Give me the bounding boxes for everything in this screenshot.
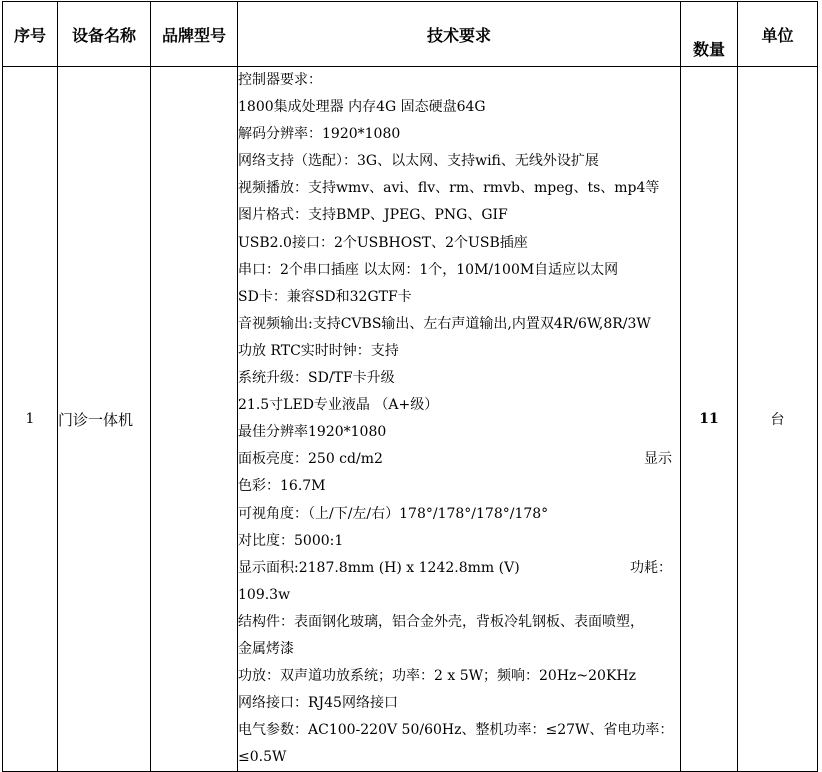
tech-line: 视频播放：支持wmv、avi、flv、rm、rmvb、mpeg、ts、mp4等 (238, 180, 660, 197)
tech-line: 解码分辨率：1920*1080 (238, 126, 401, 143)
tech-line-right: 显示 (644, 451, 672, 468)
tech-line: USB2.0接口：2个USBHOST、2个USB插座 (238, 234, 528, 251)
header-index: 序号 (3, 2, 58, 67)
tech-line-left: 面板亮度：250 cd/m2 (238, 451, 383, 468)
header-quantity: 数量 (681, 2, 738, 67)
tech-line: 系统升级：SD/TF卡升级 (238, 370, 395, 387)
tech-line: 最佳分辨率1920*1080 (238, 424, 387, 441)
header-row (3, 2, 818, 67)
tech-line: 功放：双声道功放系统；功率：2 x 5W；频响：20Hz~20KHz (238, 668, 636, 685)
cell-brand-model (151, 67, 238, 772)
tech-line: ≤0.5W (238, 749, 287, 766)
tech-line: 色彩：16.7M (238, 478, 326, 495)
tech-line: 109.3w (238, 586, 291, 603)
tech-line: 1800集成处理器 内存4G 固态硬盘64G (238, 99, 486, 116)
header-brand-model: 品牌型号 (151, 2, 238, 67)
cell-index: 1 (3, 67, 58, 772)
cell-quantity: 11 (681, 67, 738, 772)
spec-table (2, 1, 818, 772)
tech-line: 串口：2个串口插座 以太网：1个，10M/100M自适应以太网 (238, 261, 619, 278)
tech-line (238, 446, 680, 473)
tech-line: 音视频输出:支持CVBS输出、左右声道输出,内置双4R/6W,8R/3W (238, 315, 651, 332)
tech-line-right: 功耗： (630, 559, 672, 576)
tech-line: 图片格式：支持BMP、JPEG、PNG、GIF (238, 207, 508, 224)
tech-line-left: 显示面积:2187.8mm (H) x 1242.8mm (V) (238, 559, 520, 576)
tech-line: 功放 RTC实时时钟：支持 (238, 342, 399, 359)
tech-line: SD卡：兼容SD和32GTF卡 (238, 288, 412, 305)
tech-line (238, 555, 680, 582)
header-tech-requirements: 技术要求 (238, 2, 681, 67)
tech-line: 网络接口：RJ45网络接口 (238, 695, 398, 712)
header-device-name: 设备名称 (58, 2, 151, 67)
table-row (3, 67, 818, 772)
cell-tech-requirements (238, 67, 681, 772)
header-unit: 单位 (738, 2, 818, 67)
tech-line: 结构件：表面钢化玻璃，铝合金外壳，背板冷轧钢板、表面喷塑， (238, 613, 644, 630)
tech-line: 金属烤漆 (238, 640, 294, 657)
tech-line: 21.5寸LED专业液晶 （A+级） (238, 397, 439, 414)
tech-line: 电气参数：AC100-220V 50/60Hz、整机功率：≤27W、省电功率： (238, 722, 674, 739)
tech-line: 控制器要求： (238, 72, 322, 88)
tech-line: 可视角度：（上/下/左/右）178°/178°/178°/178° (238, 505, 549, 522)
cell-unit: 台 (738, 67, 818, 772)
tech-line: 网络支持（选配）：3G、以太网、支持wifi、无线外设扩展 (238, 153, 599, 170)
tech-line: 对比度：5000:1 (238, 532, 344, 549)
cell-device-name: 门诊一体机 (58, 67, 151, 772)
